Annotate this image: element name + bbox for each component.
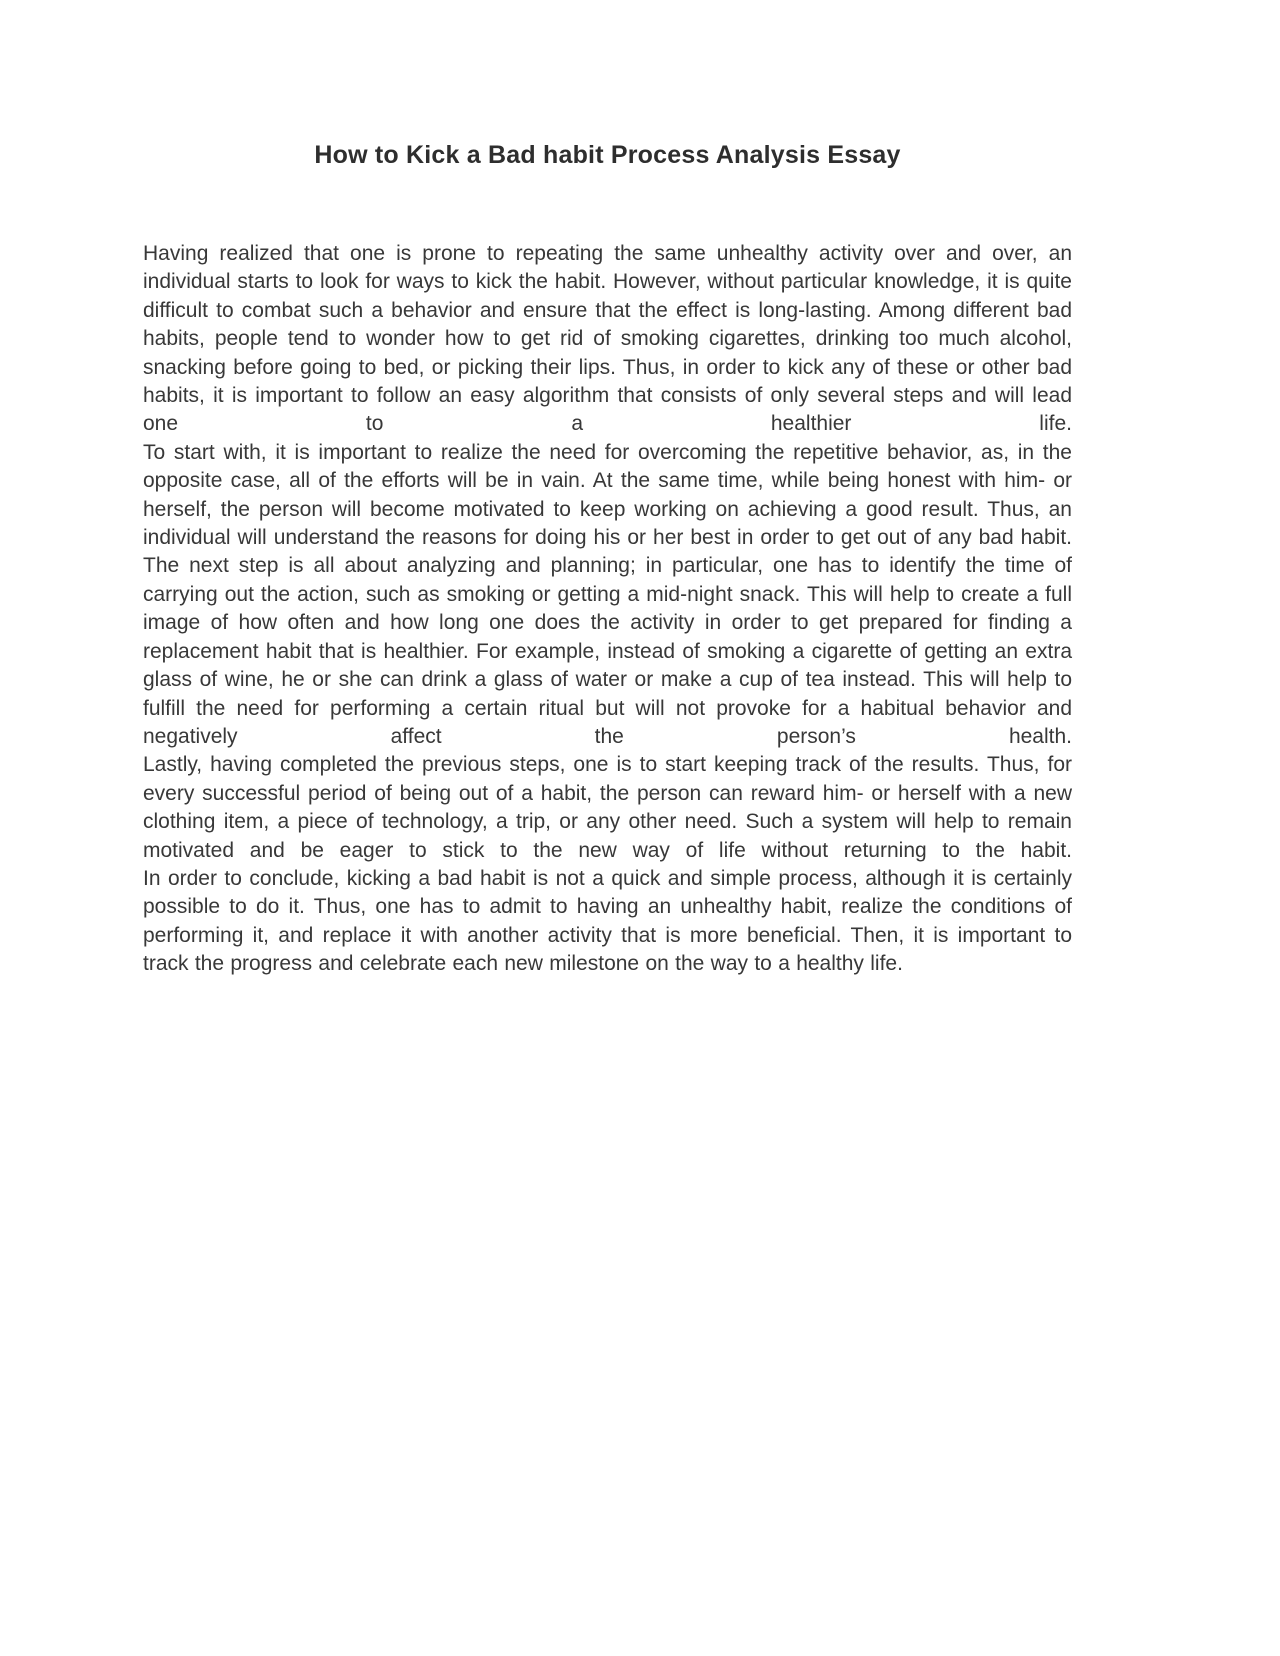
essay-paragraph: The next step is all about analyzing and planning; in particular, one has to identify the time of carrying out the action, such as smoking or getting a mid-night snack. This will help to create a full image of how often and how long one does the activity in order to get prepared for finding a replacement habit that is healthier. For example, instead of smoking a cigarette of getting an extra glass of wine, he or she can drink a glass of water or make a cup of tea instead. This will help to fulfill the need for performing a certain ritual but will not provoke for a habitual behavior and negatively affect the person’s health. xyxy=(143,554,1072,748)
essay-body xyxy=(143,240,1072,979)
essay-paragraph: To start with, it is important to realize the need for overcoming the repetitive behavior, as, in the opposite case, all of the efforts will be in vain. At the same time, while being honest with him- or herself, the person will become motivated to keep working on achieving a good result. Thus, an individual will understand the reasons for doing his or her best in order to get out of any bad habit. xyxy=(143,440,1072,550)
essay-paragraph: Having realized that one is prone to repeating the same unhealthy activity over and over, an individual starts to look for ways to kick the habit. However, without particular knowledge, it is quite difficult to combat such a behavior and ensure that the effect is long-lasting. Among different bad habits, people tend to wonder how to get rid of smoking cigarettes, drinking too much alcohol, snacking before going to bed, or picking their lips. Thus, in order to kick any of these or other bad habits, it is important to follow an easy algorithm that consists of only several steps and will lead one to a healthier life. xyxy=(143,242,1072,436)
essay-paragraph: Lastly, having completed the previous steps, one is to start keeping track of the results. Thus, for every successful period of being out of a habit, the person can reward him- or herself with a new clothing item, a piece of technology, a trip, or any other need. Such a system will help to remain motivated and be eager to stick to the new way of life without returning to the habit. xyxy=(143,753,1072,862)
document-content xyxy=(143,140,1072,979)
essay-title: How to Kick a Bad habit Process Analysis Essay xyxy=(314,141,901,169)
essay-paragraph: In order to conclude, kicking a bad habit is not a quick and simple process, although it is certainly possible to do it. Thus, one has to admit to having an unhealthy habit, realize the conditions of performing it, and replace it with another activity that is more beneficial. Then, it is important to track the progress and celebrate each new milestone on the way to a healthy life. xyxy=(143,866,1072,976)
